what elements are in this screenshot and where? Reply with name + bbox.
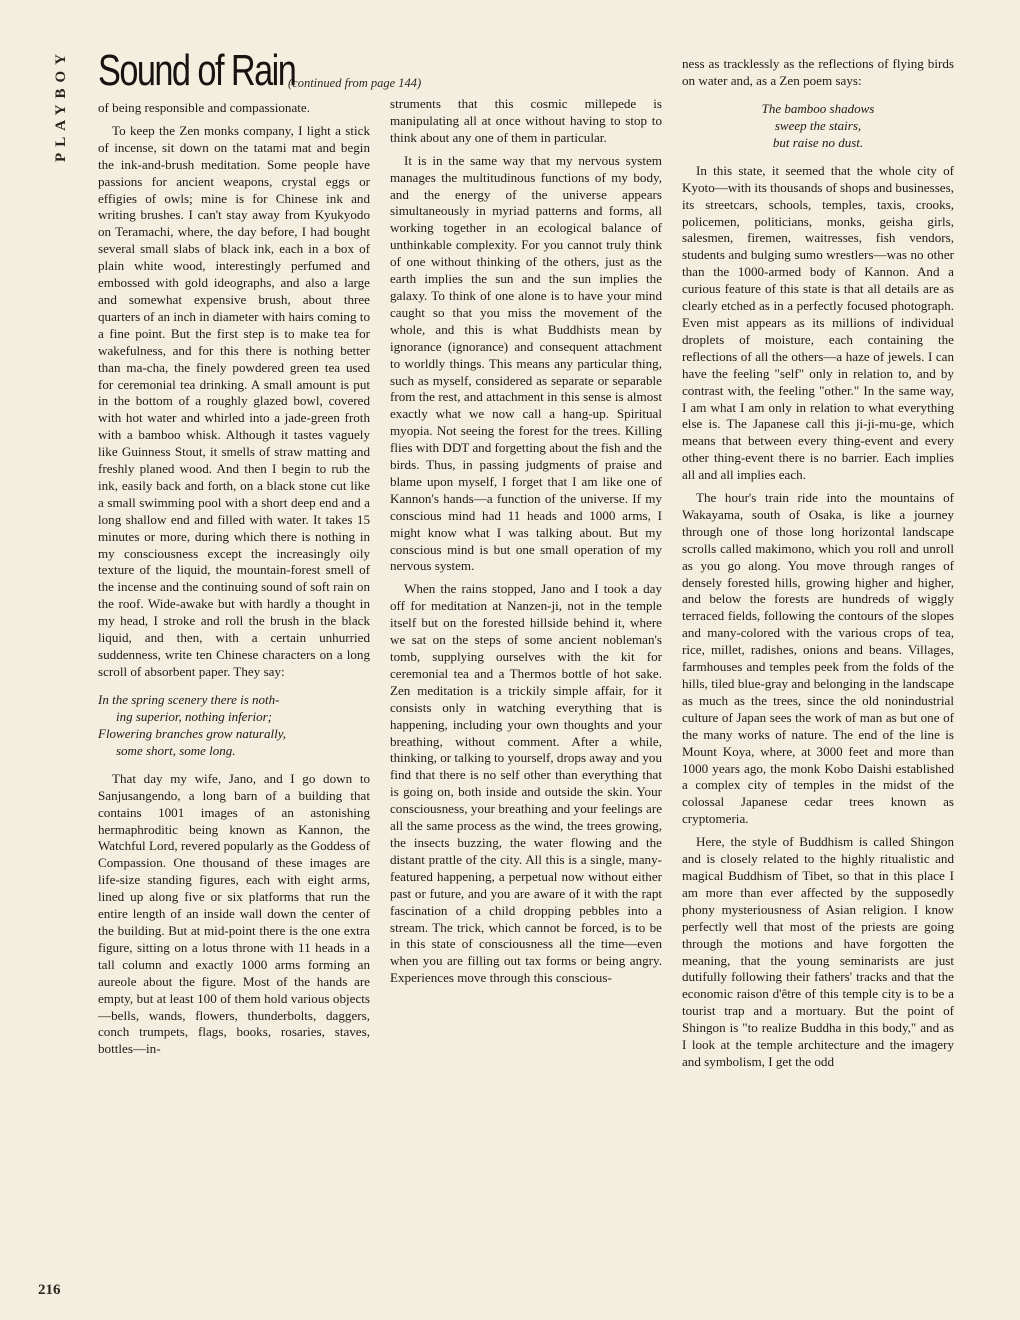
poem-verse	[98, 691, 370, 759]
text-column-3	[682, 56, 954, 1077]
paragraph: of being responsible and compassionate.	[98, 100, 310, 115]
verse-line: some short, some long.	[116, 742, 236, 758]
paragraph: The hour's train ride into the mountains of Wakayama, south of Osaka, is like a journey through one of those long horizontal landscape scrolls called makimono, which you roll and unroll as you go along. You move through ranges of densely forested hills, growing higher and higher, and below the forests are hundreds of wiggly terraced fields, following the contours of the slopes and many-colored with the various crops of tea, rice, millet, radishes, onions and beans. Villages, farmhouses and temples peek from the folds of the hills, tiled blue-gray and belonging in the landscape as much as the trees, since the old nonindustrial culture of Japan sees the work of man as but one of the many works of nature. The end of the line is Mount Koya, where, at 3000 feet and more than 1000 years ago, the monk Kobo Daishi established a complex city of temples in the midst of the colossal Japanese cedar trees known as cryptomeria.	[682, 490, 954, 827]
article-title: Sound of Rain	[98, 46, 296, 95]
magazine-masthead	[50, 48, 72, 208]
verse-line: The bamboo shadows	[761, 100, 875, 116]
paragraph: In this state, it seemed that the whole city of Kyoto—with its thousands of shops and businesses, its streetcars, schools, temples, taxis, crooks, policemen, politicians, monks, geisha girls, salesmen, firemen, waitresses, fish vendors, students and bulging sumo wrestlers—was no other than the 1000-armed body of Kannon. And a curious feature of this state is that all details are as clearly etched as in a perfectly focused photograph. Even mist appears as its millions of individual droplets of moisture, each containing the reflections of all the others—a haze of jewels. I can have the feeling "self" only in relation to, and by contrast with, the feeling "other." In the same way, I am what I am only in relation to what everything else is. The Japanese call this ji-ji-mu-ge, which means that between every thing-event and every other thing-event there is no barrier. Each implies all and all implies each.	[682, 162, 954, 483]
paragraph: When the rains stopped, Jano and I took a day off for meditation at Nanzen-ji, not in the temple itself but on the forested hillside behind it, where we sat on the steps of some ancient nobleman's tomb, supplying ourselves with the kit for ceremonial tea and a Thermos bottle of hot sake. Zen meditation is a trickily simple affair, for it consists only in watching everything that is happening, including your own thoughts and your breathing, without comment. After a while, thinking, or talking to yourself, drops away and you find that there is no self other than everything that is going on, both inside and outside the skin. Your consciousness, your breathing and your feelings are all the same process as the wind, the trees growing, the insects buzzing, the water flowing and the distant prattle of the city. All this is a single, many-featured happening, a perpetual now without either past or future, and you are aware of it with the rapt fascination of a child dropping pebbles into a stream. The trick, which cannot be forced, is to be in this state of consciousness all the time—even when you are filling out tax forms or being angry. Experiences move through this conscious-	[390, 581, 663, 986]
continued-note: (continued from page 144)	[288, 76, 422, 90]
paragraph: To keep the Zen monks company, I light a stick of incense, sit down on the tatami mat and begin the ink-and-brush meditation. Some people have passions for ancient weapons, crystal eggs or effigies of owls; mine is for Chinese ink and writing brushes. I can't stay away from Kyukyodo on Teramachi, where, the day before, I had bought several small slabs of black ink, each in a box of plain white wood, interestingly perfumed and embossed with gold ideographs, and also a large and somewhat expensive brush, about three quarters of an inch in diameter with hairs coming to a fine point. But the first step is to make tea for wakefulness, and for this there is nothing better than ma-cha, the finely powdered green tea used for ceremonial tea drinking. A small amount is put in the bottom of a roughly glazed bowl, covered with hot water and whirled into a jade-green froth with a bamboo whisk. Although it tastes vaguely like Guinness Stout, it smells of straw matting and freshly planed wood. And then I begin to rub the ink, easily back and forth, on a black stone cut like a small swimming pool with a short deep end and a long shallow end and filled with water. It takes 15 minutes or more, during which there is nothing in my consciousness except the increasingly oily texture of the liquid, the mountain-forest smell of the incense and the continuing sound of soft rain on the roof. Wide-awake but with hardly a thought in my head, I stroke and roll the brush in the black liquid, and then, with a certain unhurried suddenness, write ten Chinese characters on a long scroll of absorbent paper. They say:	[98, 122, 370, 679]
paragraph: ness as tracklessly as the reflections of flying birds on water and, as a Zen poem says:	[682, 56, 954, 88]
paragraph: It is in the same way that my nervous system manages the multitudinous functions of my body, and the energy of the universe appears simultaneously in myriad patterns and forms, all working together in an ecological balance of unthinkable complexity. For you cannot truly think of one without thinking of the others, just as the earth implies the sun and the sun implies the galaxy. To think of one alone is to have your mind caught so that you miss the movement of the whole, and this is what Buddhists mean by ignorance (ignorance) and consequent attachment to worldly things. This means any particular thing, such as myself, considered as separate or separable from the rest, and attachment in this sense is almost exactly what we now call a hang-up. Spiritual myopia. Not seeing the forest for the trees. Killing flies with DDT and forgetting about the fish and the birds. Thus, in passing judgments of praise and blame upon myself, I forget that I am like one of Kannon's hands—a function of the universe. If my conscious mind had 11 heads and 1000 arms, I might know what I was talking about. But my conscious mind is but one small operation of my nervous system.	[390, 152, 662, 574]
masthead-letters: PLAYBOY	[53, 48, 69, 162]
text-column-2	[390, 96, 662, 993]
page-number: 216	[38, 1282, 61, 1298]
verse-line: but raise no dust.	[772, 134, 864, 150]
text-column-1	[98, 100, 370, 1064]
verse-line: ing superior, nothing inferior;	[116, 708, 273, 724]
paragraph: struments that this cosmic millepede is manipulating all at once without having to stop to think about any one of them in particular.	[390, 96, 662, 145]
paragraph: Here, the style of Buddhism is called Shingon and is closely related to the highly ritualistic and magical Buddhism of Tibet, so that in this place I am more than ever affected by the supposedly phony mysteriousness of Asian religion. I know perfectly well that most of the priests are going through the motions and have forgotten the meaning, that the young seminarists are just dutifully following their fathers' tracks and that the economic raison d'être of this temple city is to be a tourist trap and a mortuary. But the point of Shingon is "to realize Buddha in this body," and as I look at the temple architecture and the imagery and symbolism, I get the odd	[682, 834, 954, 1069]
article-headline	[98, 46, 422, 102]
verse-line: In the spring scenery there is noth-	[98, 691, 280, 707]
poem-verse	[682, 100, 954, 151]
verse-line: Flowering branches grow naturally,	[98, 725, 287, 741]
paragraph: That day my wife, Jano, and I go down to Sanjusangendo, a long barn of a building that contains 1001 images of an astonishing hermaphroditic being known as Kannon, the Watchful Lord, revered popularly as the Goddess of Compassion. One thousand of these images are life-size standing figures, each with eight arms, lined up along five or six platforms that run the entire length of an inside wall down the center of the building. But at mid-point there is the one extra figure, sitting on a lotus throne with 11 heads in a tall column and exactly 1000 arms forming an aureole about the figure. Most of the hands are empty, but at least 100 of them hold various objects—bells, wands, flowers, thunderbolts, daggers, conch trumpets, flags, books, rosaries, staves, bottles—in-	[98, 770, 370, 1057]
verse-line: sweep the stairs,	[774, 117, 862, 133]
